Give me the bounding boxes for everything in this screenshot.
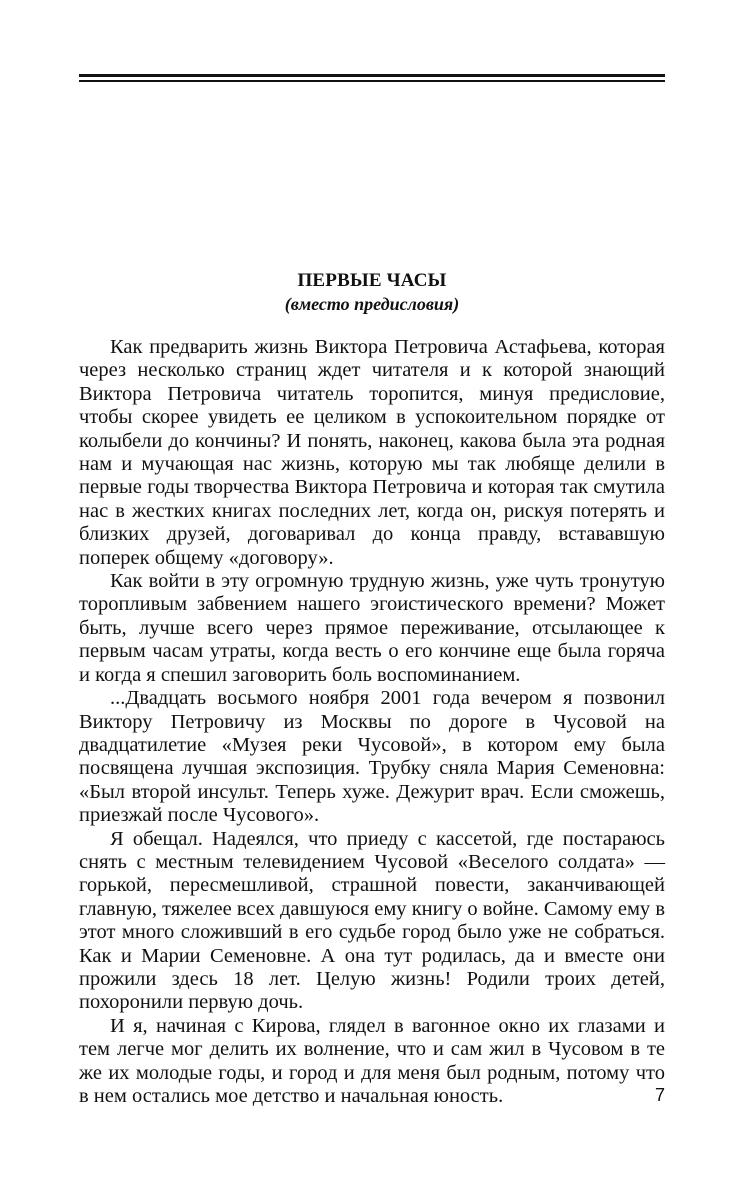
paragraph: Я обещал. Надеялся, что приеду с кассетой, где постараюсь снять с местным телевидением Чусовой «Веселого солдата» — горькой, пересмешливой, страшной повести, заканчивающей главную, тяжелее всех давшуюся ему книгу о войне. Самому ему в этот много сложивший в его судьбе город было уже не собраться. Как и Марии Семеновне. А она тут родилась, да и вместе они прожили здесь 18 лет. Целую жизнь! Родили троих детей, похоронили первую дочь.: [79, 827, 665, 1014]
paragraph: И я, начиная с Кирова, глядел в вагонное окно их глазами и тем легче мог делить их волнение, что и сам жил в Чусовом в те же их молодые годы, и город и для меня был родным, потому что в нем остались мое детство и начальная юность.: [79, 1014, 665, 1107]
paragraph: Как войти в эту огромную трудную жизнь, уже чуть тронутую торопливым забвением нашего эгоистического времени? Может быть, лучше всего через прямое переживание, отсылающее к первым часам утраты, когда весть о его кончине еще была горяча и когда я спешил заговорить боль воспоминанием.: [79, 570, 665, 686]
chapter-title: ПЕРВЫЕ ЧАСЫ: [297, 270, 447, 291]
paragraph: Как предварить жизнь Виктора Петровича Астафьева, которая через несколько страниц ждет читателя и к которой знающий Виктора Петровича читатель торопится, минуя предисловие, чтобы скорее увидеть ее целиком в успокоительном порядке от колыбели до кончины? И понять, наконец, какова была эта родная нам и мучающая нас жизнь, которую мы так любяще делили в первые годы творчества Виктора Петровича и которая так смутила нас в жестких книгах последних лет, когда он, рискуя потерять и близких друзей, договаривал до конца правду, встававшую поперек общему «договору».: [79, 336, 665, 569]
paragraph: ...Двадцать восьмого ноября 2001 года вечером я позвонил Виктору Петровичу из Москвы по дороге в Чусовой на двадцатилетие «Музея реки Чусовой», в котором ему была посвящена лучшая экспозиция. Трубку сняла Мария Семеновна: «Был второй инсульт. Теперь хуже. Дежурит врач. Если сможешь, приезжай после Чусового».: [79, 687, 665, 827]
header-rule-thick: [79, 74, 665, 77]
chapter-subtitle: (вместо предисловия): [284, 294, 460, 314]
header-rule-thin: [79, 80, 665, 82]
page-number: 7: [654, 1085, 665, 1105]
body-text: [79, 336, 665, 1108]
